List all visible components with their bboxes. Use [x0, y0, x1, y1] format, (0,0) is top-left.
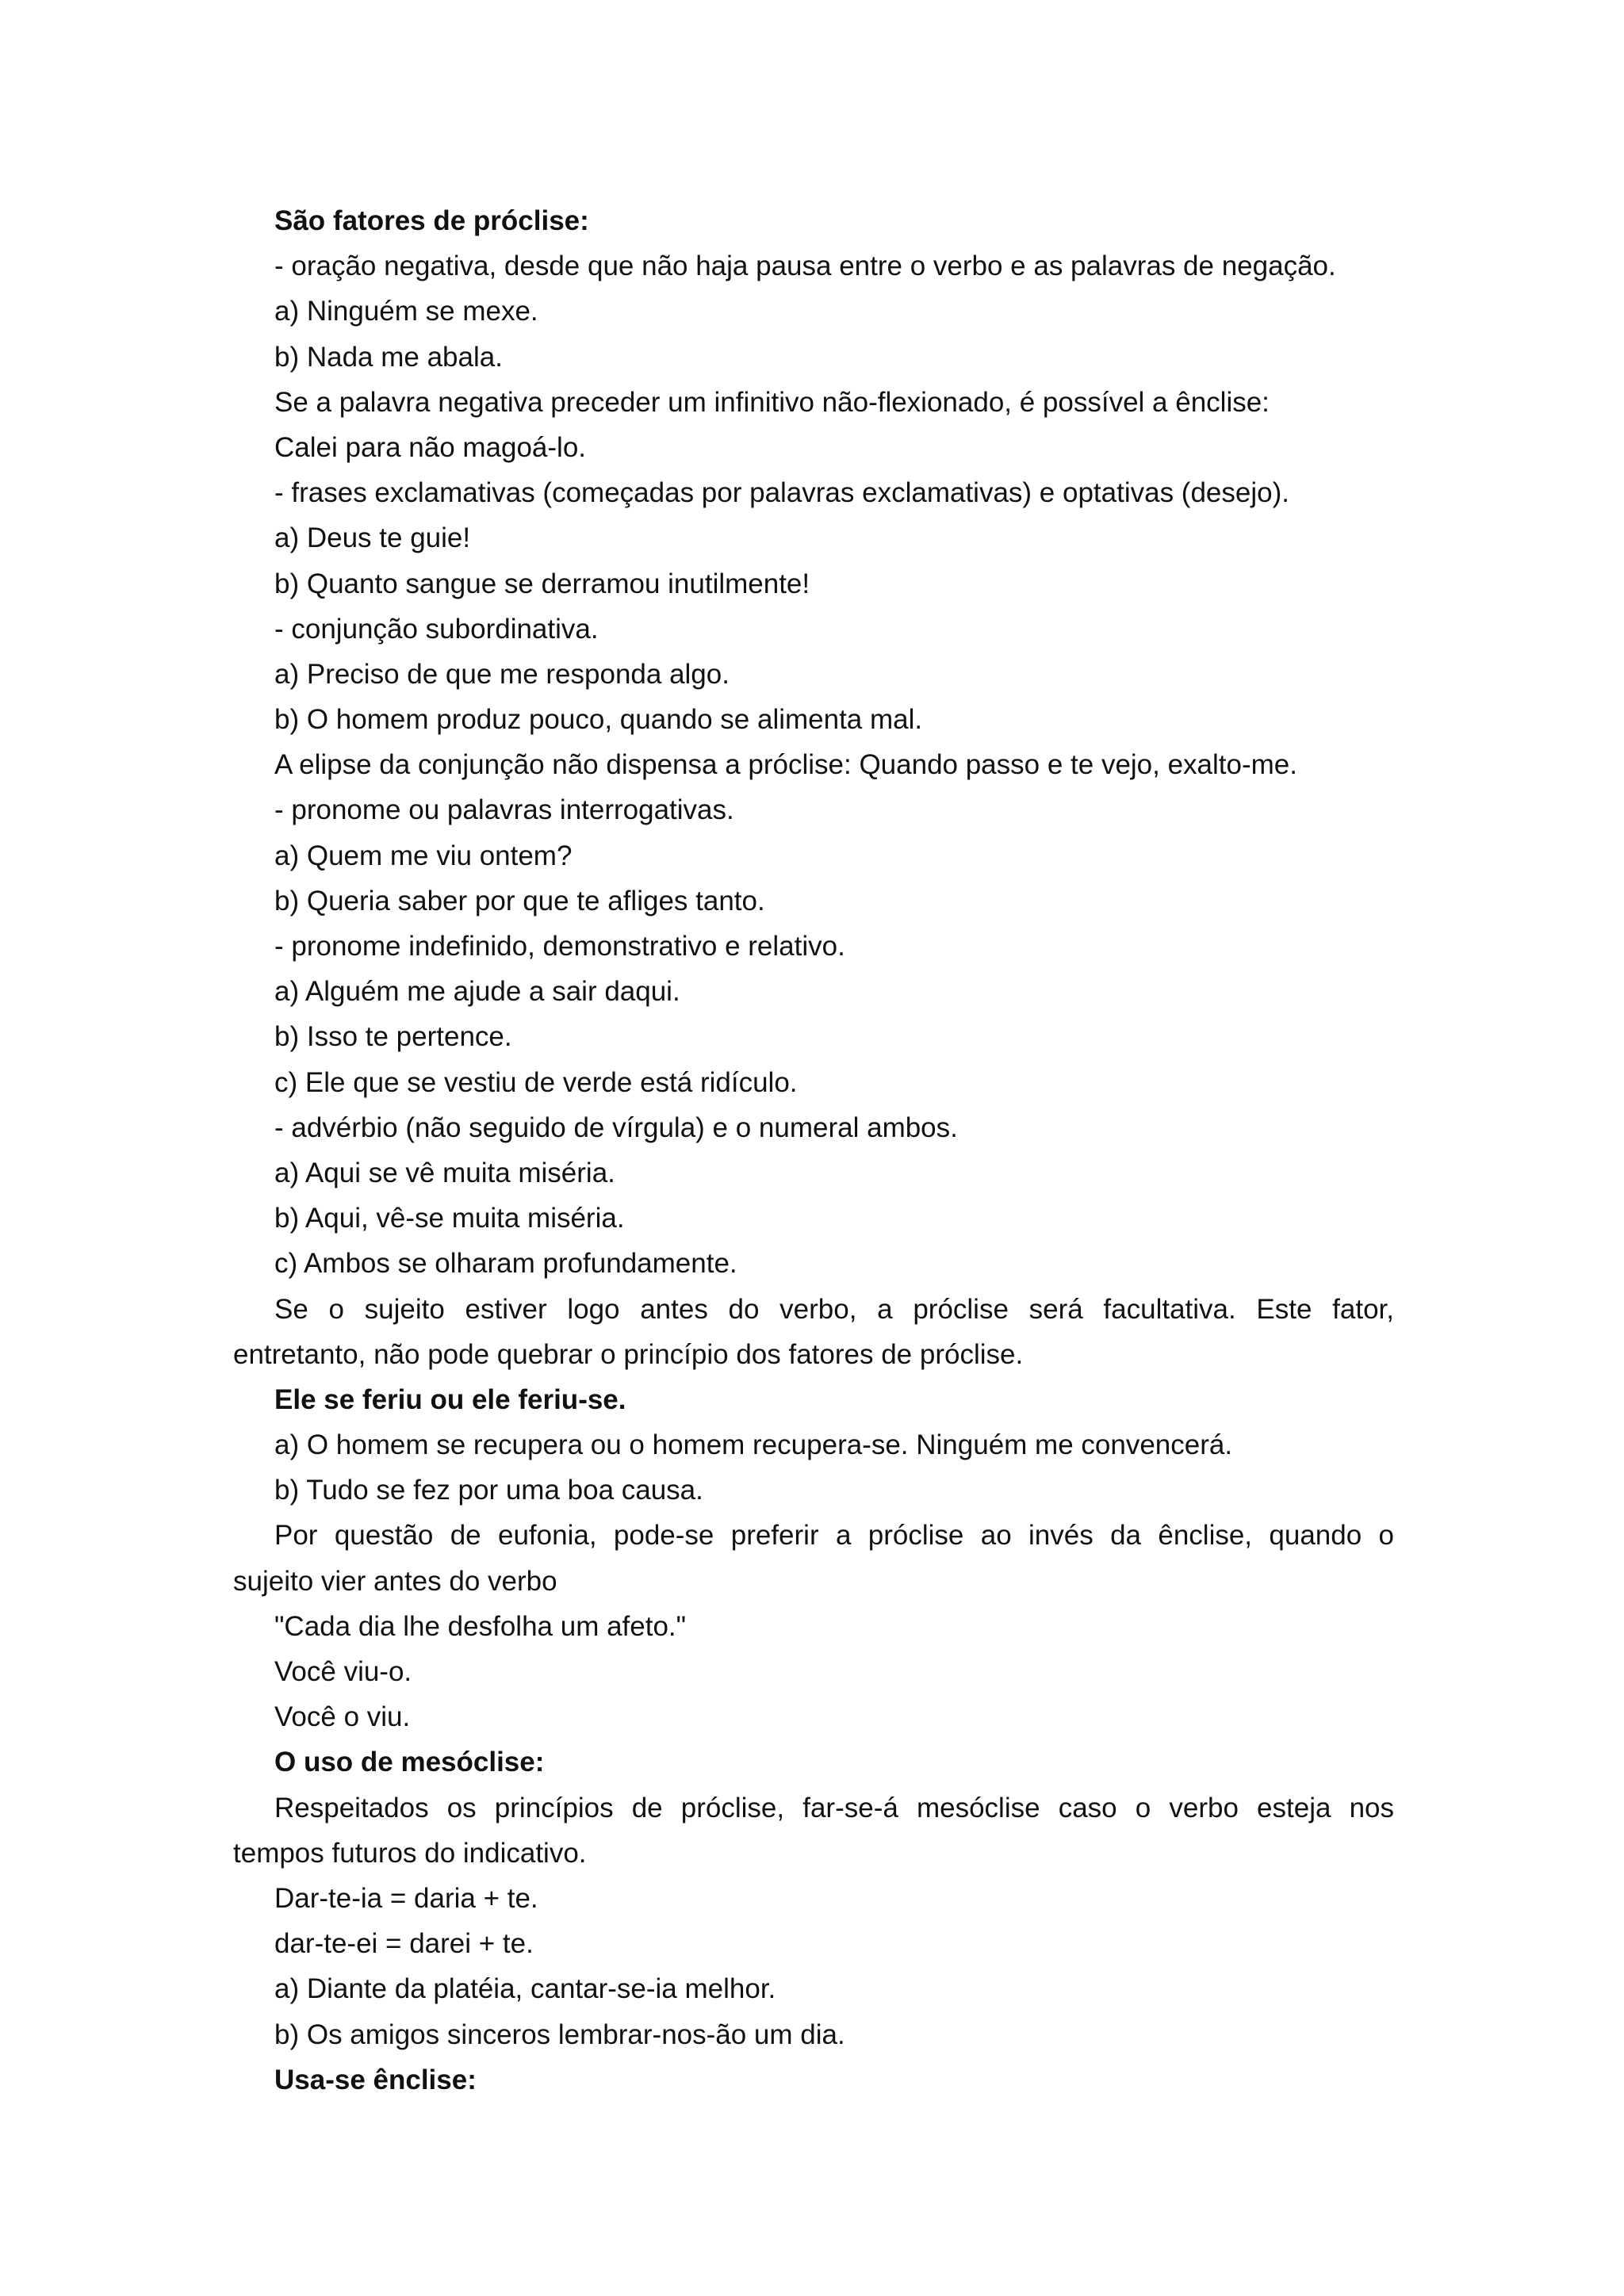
example-line: a) Diante da platéia, cantar-se-ia melhor.: [274, 1973, 776, 2005]
example-line: a) Quem me viu ontem?: [274, 840, 573, 871]
text-line: A elipse da conjunção não dispensa a próclise: Quando passo e te vejo, exalto-me.: [274, 749, 1297, 781]
paragraph-continuation-line: sujeito vier antes do verbo: [233, 1565, 557, 1597]
example-line: Calei para não magoá-lo.: [274, 431, 587, 463]
text-line: - advérbio (não seguido de vírgula) e o numeral ambos.: [274, 1112, 958, 1143]
text-line: - frases exclamativas (começadas por palavras exclamativas) e optativas (desejo).: [274, 477, 1289, 509]
paragraph-first-line: [233, 1287, 1394, 1332]
example-line: b) Nada me abala.: [274, 341, 503, 373]
example-line: c) Ele que se vestiu de verde está ridículo.: [274, 1066, 798, 1098]
example-line: Dar-te-ia = daria + te.: [274, 1882, 538, 1914]
paragraph-continuation-line: entretanto, não pode quebrar o princípio dos fatores de próclise.: [233, 1338, 1024, 1370]
text-line: - pronome ou palavras interrogativas.: [274, 794, 734, 826]
example-line: b) Os amigos sinceros lembrar-nos-ão um dia.: [274, 2019, 845, 2050]
example-line: Você o viu.: [274, 1701, 411, 1733]
example-line: a) Alguém me ajude a sair daqui.: [274, 976, 680, 1008]
justified-text: Respeitados os princípios de próclise, far-se-á mesóclise caso o verbo esteja nos: [274, 1792, 1394, 1823]
example-line: dar-te-ei = darei + te.: [274, 1928, 534, 1960]
quote-line: "Cada dia lhe desfolha um afeto.": [274, 1610, 687, 1642]
example-line: Você viu-o.: [274, 1656, 412, 1687]
document-body: [233, 198, 1394, 2103]
text-line: - oração negativa, desde que não haja pausa entre o verbo e as palavras de negação.: [274, 251, 1336, 282]
text-line: - pronome indefinido, demonstrativo e relativo.: [274, 931, 845, 962]
example-line: b) Tudo se fez por uma boa causa.: [274, 1475, 703, 1506]
heading-example-bold: Ele se feriu ou ele feriu-se.: [274, 1383, 626, 1415]
paragraph-continuation-line: tempos futuros do indicativo.: [233, 1837, 587, 1869]
justified-text: Por questão de eufonia, pode-se preferir a próclise ao invés da ênclise, quando o: [274, 1520, 1394, 1552]
paragraph-first-line: [233, 1513, 1394, 1558]
example-line: b) O homem produz pouco, quando se alimenta mal.: [274, 704, 923, 736]
heading-enclise: Usa-se ênclise:: [274, 2064, 477, 2095]
text-line: - conjunção subordinativa.: [274, 613, 599, 645]
paragraph-first-line: [233, 1785, 1394, 1831]
example-line: a) Aqui se vê muita miséria.: [274, 1157, 615, 1188]
justified-text: Se o sujeito estiver logo antes do verbo, a próclise será facultativa. Este fator,: [274, 1293, 1394, 1325]
example-line: b) Aqui, vê-se muita miséria.: [274, 1203, 625, 1234]
example-line: a) Ninguém se mexe.: [274, 296, 538, 327]
text-line: Se a palavra negativa preceder um infinitivo não-flexionado, é possível a ênclise:: [274, 386, 1270, 418]
example-line: c) Ambos se olharam profundamente.: [274, 1248, 737, 1280]
heading-proclise-factors: São fatores de próclise:: [274, 205, 589, 236]
example-line: b) Quanto sangue se derramou inutilmente!: [274, 568, 810, 599]
heading-mesoclise: O uso de mesóclise:: [274, 1747, 545, 1778]
example-line: b) Isso te pertence.: [274, 1021, 512, 1053]
example-line: b) Queria saber por que te afliges tanto.: [274, 885, 765, 916]
example-line: a) O homem se recupera ou o homem recupera-se. Ninguém me convencerá.: [274, 1429, 1233, 1461]
example-line: a) Preciso de que me responda algo.: [274, 658, 730, 690]
example-line: a) Deus te guie!: [274, 522, 471, 554]
